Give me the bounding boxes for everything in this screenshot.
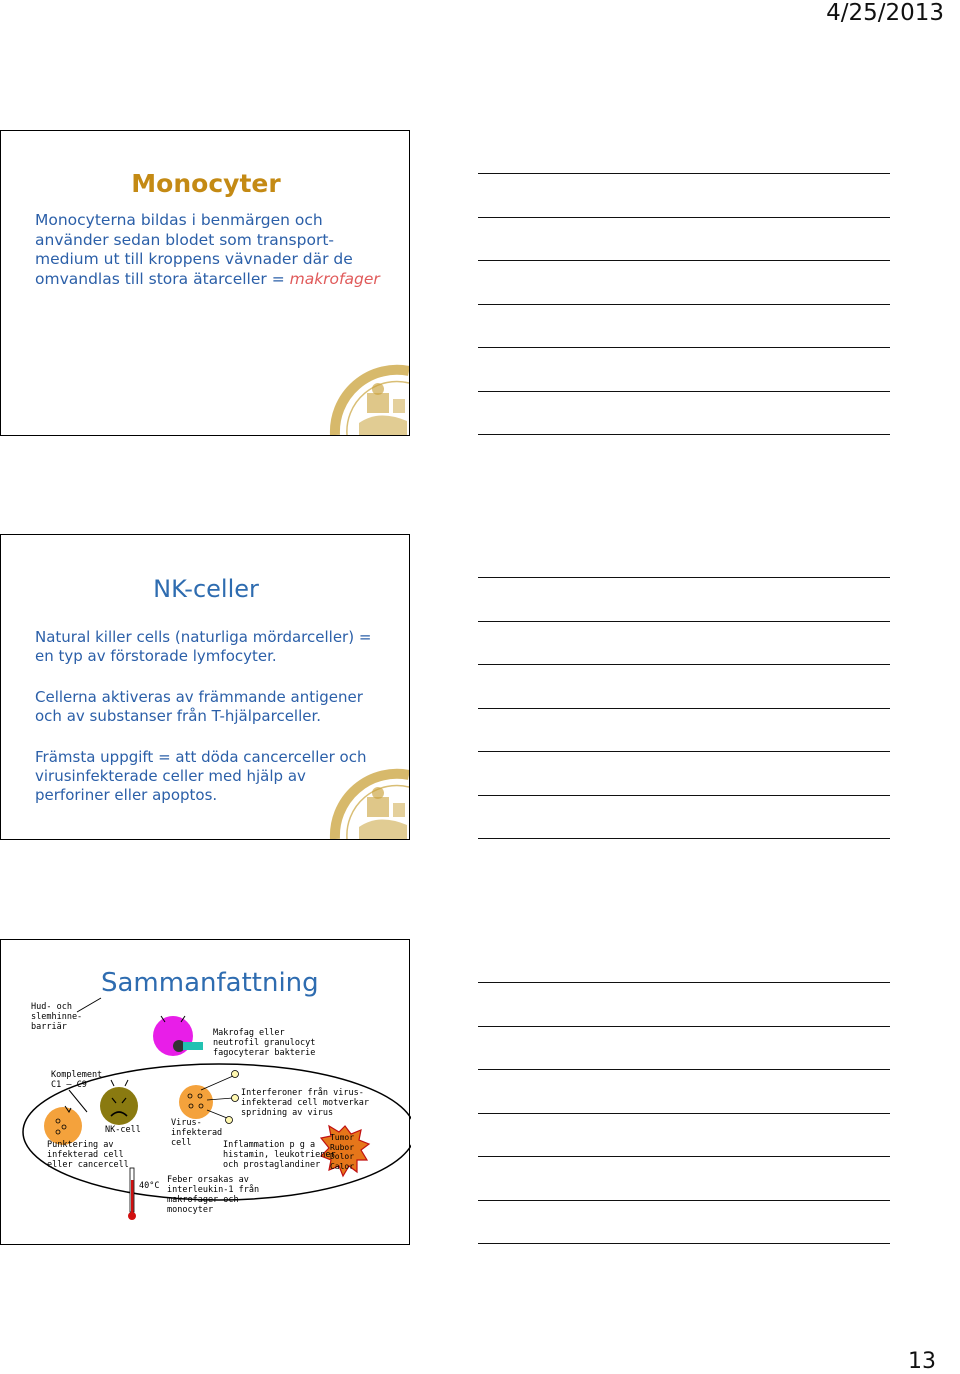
infected-cell-icon [179, 1071, 239, 1124]
label-signs: Tumor Rubor Dolor Calor [329, 1133, 355, 1171]
label-interferon: Interferoner från virus- infekterad cell motverkar spridning av virus [241, 1088, 369, 1118]
punctured-cell-icon [44, 1090, 87, 1145]
label-fever: Feber orsakas av interleukin-1 från makrofager och monocyter [167, 1175, 260, 1215]
body-line: Monocyterna bildas i benmärgen och [35, 211, 323, 229]
label-inflammation: Inflammation p g a histamin, leukotriener och prostaglandiner [223, 1140, 336, 1170]
nk-cell-icon [100, 1080, 138, 1125]
body-line: och av substanser från T-hjälparceller. [35, 707, 322, 725]
slide-nk-celler [0, 534, 410, 840]
label-barrier: Hud- och slemhinne- barriär [31, 1002, 83, 1032]
handout-date: 4/25/2013 [826, 0, 944, 26]
body-line: medium ut till kroppens vävnader där de [35, 250, 353, 268]
body-line: Främsta uppgift = att döda cancerceller och [35, 748, 367, 766]
macrophage-cell-icon [153, 1016, 203, 1056]
slide-title: Monocyter [131, 169, 281, 198]
body-line [35, 270, 395, 290]
label-puncture: Punktering av infekterad cell eller cancercell [47, 1140, 129, 1170]
slide-sammanfattning [0, 939, 410, 1245]
university-seal-icon [329, 363, 409, 435]
body-line: perforiner eller apoptos. [35, 786, 218, 804]
university-seal-icon [329, 767, 409, 839]
label-complement: Komplement C1 – C9 [51, 1070, 103, 1090]
body-line: Cellerna aktiveras av främmande antigener [35, 688, 363, 706]
body-emphasis: makrofager [289, 269, 380, 288]
label-temperature: 40°C [139, 1181, 160, 1191]
slide-title: Sammanfattning [101, 968, 319, 998]
paragraph [35, 688, 385, 726]
body-line: virusinfekterade celler med hjälp av [35, 767, 306, 785]
label-nk-cell: NK-cell [105, 1125, 141, 1135]
body-line: använder sedan blodet som transport- [35, 230, 334, 249]
page-number: 13 [908, 1349, 936, 1374]
body-line: en typ av förstorade lymfocyter. [35, 647, 277, 665]
paragraph [35, 628, 385, 666]
slide-body [35, 211, 395, 289]
label-virus-cell: Virus- infekterad cell [171, 1118, 223, 1148]
body-line-text: omvandlas till stora ätarceller = [35, 269, 290, 288]
body-line: Natural killer cells (naturliga mördarceller) = [35, 628, 372, 646]
label-macrophage: Makrofag eller neutrofil granulocyt fagocyterar bakterie [213, 1028, 316, 1058]
slide-monocyter [0, 130, 410, 436]
slide-title: NK-celler [153, 575, 259, 603]
